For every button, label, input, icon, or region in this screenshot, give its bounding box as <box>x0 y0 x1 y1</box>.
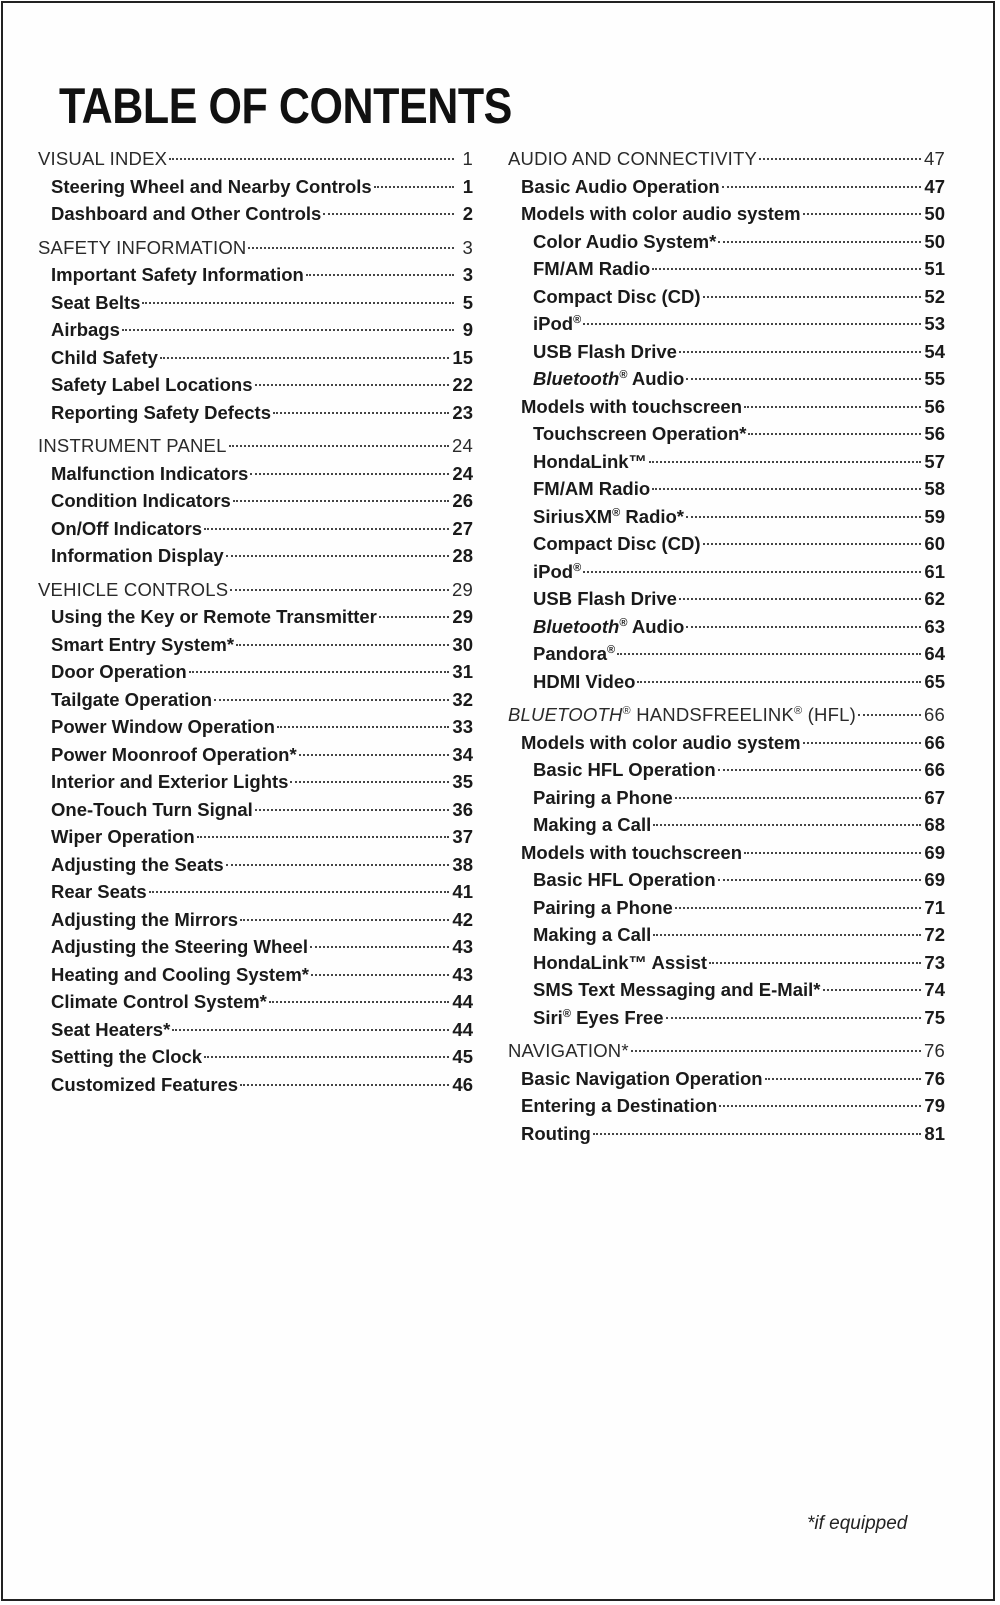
dot-leader <box>759 158 921 160</box>
dot-leader <box>122 329 454 331</box>
toc-entry-label: AUDIO AND CONNECTIVITY <box>508 148 758 169</box>
toc-page-number: 69 <box>924 869 945 890</box>
toc-entry[interactable] <box>508 640 945 668</box>
toc-page-number: 72 <box>924 924 945 945</box>
dot-leader <box>233 500 450 502</box>
toc-entry-label: NAVIGATION* <box>508 1040 629 1061</box>
toc-entry[interactable] <box>38 851 473 879</box>
dot-leader <box>204 1056 449 1058</box>
toc-entry-label: INSTRUMENT PANEL <box>38 435 227 456</box>
dot-leader <box>311 974 449 976</box>
toc-page-number: 50 <box>924 230 945 252</box>
dot-leader <box>189 671 450 673</box>
toc-entry-label: Models with color audio system <box>521 731 801 753</box>
toc-entry[interactable] <box>508 338 945 366</box>
dot-leader <box>269 1001 450 1003</box>
toc-entry-label: VEHICLE CONTROLS <box>38 578 229 600</box>
toc-entry[interactable] <box>508 839 945 867</box>
dot-leader <box>306 274 454 276</box>
dot-leader <box>637 681 921 683</box>
toc-section[interactable] <box>508 145 945 173</box>
toc-page-number: 65 <box>924 670 945 692</box>
toc-section[interactable] <box>38 234 473 262</box>
toc-entry[interactable] <box>508 811 945 839</box>
toc-section[interactable] <box>38 432 473 460</box>
toc-page-number: 27 <box>452 517 473 539</box>
toc-entry-label: Tailgate Operation <box>51 688 213 710</box>
dot-leader <box>744 406 921 408</box>
toc-page-number: 81 <box>924 1122 945 1144</box>
dot-leader <box>290 781 449 783</box>
dot-leader <box>679 351 921 353</box>
toc-entry-label: Important Safety Information <box>51 264 304 285</box>
toc-entry[interactable] <box>508 976 945 1004</box>
toc-page-number: 44 <box>452 1018 473 1040</box>
toc-page-number: 76 <box>924 1040 945 1061</box>
toc-page-number: 36 <box>452 798 473 820</box>
toc-entry[interactable] <box>38 515 473 543</box>
toc-entry[interactable] <box>508 558 945 586</box>
toc-entry-label: Basic Navigation Operation <box>521 1067 763 1089</box>
dot-leader <box>197 836 450 838</box>
toc-page-number: 33 <box>452 716 473 737</box>
toc-entry[interactable] <box>38 658 473 686</box>
toc-page-number: 69 <box>924 841 945 863</box>
toc-entry-label: Compact Disc (CD) <box>533 285 701 307</box>
dot-leader <box>583 571 921 573</box>
dot-leader <box>858 714 921 716</box>
dot-leader <box>374 186 454 188</box>
dot-leader <box>310 946 449 948</box>
dot-leader <box>214 699 449 701</box>
toc-entry[interactable] <box>508 866 945 894</box>
toc-entry[interactable] <box>38 878 473 906</box>
dot-leader <box>169 158 454 160</box>
dot-leader <box>718 241 921 243</box>
dot-leader <box>617 653 921 655</box>
dot-leader <box>703 296 922 298</box>
toc-page-number: 35 <box>452 771 473 792</box>
toc-page-number: 37 <box>452 826 473 847</box>
toc-entry-label: iPod® <box>533 313 582 334</box>
toc-left-column <box>38 145 473 1098</box>
toc-page-number: 34 <box>452 743 473 765</box>
toc-entry[interactable] <box>508 255 945 283</box>
toc-entry-label: Child Safety <box>51 346 158 368</box>
dot-leader <box>240 1084 449 1086</box>
toc-page-number: 30 <box>452 633 473 655</box>
toc-page-number: 29 <box>452 578 473 600</box>
toc-entry-label: Setting the Clock <box>51 1046 203 1067</box>
toc-entry-label: Smart Entry System* <box>51 633 235 655</box>
dot-leader <box>686 378 921 380</box>
dot-leader <box>250 473 449 475</box>
toc-entry-label: Models with touchscreen <box>521 841 743 863</box>
toc-entry-label: Safety Label Locations <box>51 374 253 395</box>
dot-leader <box>323 213 454 215</box>
toc-page-number: 73 <box>924 951 945 973</box>
toc-page-number: 43 <box>452 963 473 985</box>
toc-entry-label: Touchscreen Operation* <box>533 423 747 444</box>
toc-entry-label: Basic HFL Operation <box>533 869 716 890</box>
dot-leader <box>583 323 921 325</box>
toc-entry[interactable] <box>38 741 473 769</box>
dot-leader <box>229 445 449 447</box>
toc-page-number: 38 <box>452 853 473 875</box>
dot-leader <box>719 1105 921 1107</box>
toc-entry[interactable] <box>508 310 945 338</box>
toc-entry-label: Bluetooth® Audio <box>533 615 685 637</box>
toc-entry-label: Door Operation <box>51 661 187 682</box>
toc-entry[interactable] <box>38 1071 473 1099</box>
toc-page-number: 43 <box>452 936 473 957</box>
dot-leader <box>722 186 922 188</box>
toc-entry-label: SMS Text Messaging and E-Mail* <box>533 979 821 1000</box>
toc-entry-label: Steering Wheel and Nearby Controls <box>51 175 372 197</box>
toc-page-number: 26 <box>452 490 473 511</box>
toc-entry[interactable] <box>508 283 945 311</box>
toc-page-number: 76 <box>924 1067 945 1089</box>
toc-entry-label: Models with touchscreen <box>521 395 743 417</box>
dot-leader <box>226 555 450 557</box>
toc-entry[interactable] <box>38 768 473 796</box>
toc-entry-label: Adjusting the Steering Wheel <box>51 936 308 957</box>
toc-entry[interactable] <box>38 713 473 741</box>
toc-page <box>1 1 995 1601</box>
toc-section[interactable] <box>38 576 473 604</box>
toc-page-number: 44 <box>452 991 473 1012</box>
toc-section[interactable] <box>508 1037 945 1065</box>
toc-entry[interactable] <box>38 933 473 961</box>
toc-entry[interactable] <box>508 1120 945 1148</box>
toc-entry[interactable] <box>508 365 945 393</box>
toc-entry-label: Power Window Operation <box>51 716 275 737</box>
toc-page-number: 75 <box>924 1006 945 1028</box>
toc-entry-label: Making a Call <box>533 814 652 835</box>
toc-entry[interactable] <box>508 921 945 949</box>
toc-entry[interactable] <box>508 228 945 256</box>
toc-entry-label: iPod® <box>533 560 582 582</box>
toc-page-number: 68 <box>924 814 945 835</box>
dot-leader <box>149 891 450 893</box>
toc-page-number: 46 <box>452 1073 473 1095</box>
dot-leader <box>679 598 921 600</box>
dot-leader <box>703 543 922 545</box>
toc-entry-label: Rear Seats <box>51 881 147 902</box>
toc-page-number: 71 <box>924 896 945 918</box>
toc-entry-label: Customized Features <box>51 1073 239 1095</box>
toc-page-number: 45 <box>452 1046 473 1067</box>
toc-entry-label: BLUETOOTH® HANDSFREELINK® (HFL) <box>508 704 856 725</box>
toc-entry[interactable] <box>508 475 945 503</box>
toc-page-number: 24 <box>452 435 473 456</box>
toc-page-number: 79 <box>924 1095 945 1116</box>
toc-section[interactable] <box>508 701 945 729</box>
toc-entry-label: Adjusting the Seats <box>51 853 224 875</box>
toc-page-number: 57 <box>924 450 945 472</box>
toc-entry[interactable] <box>508 756 945 784</box>
toc-entry[interactable] <box>38 487 473 515</box>
toc-page-number: 50 <box>924 203 945 224</box>
toc-page-number: 61 <box>924 560 945 582</box>
toc-page-number: 66 <box>924 759 945 780</box>
toc-page-number: 53 <box>924 313 945 334</box>
toc-page-number: 42 <box>452 908 473 930</box>
toc-entry-label: Siri® Eyes Free <box>533 1006 664 1028</box>
toc-entry-label: Bluetooth® Audio <box>533 368 685 389</box>
toc-page-number: 55 <box>924 368 945 389</box>
dot-leader <box>160 357 450 359</box>
toc-entry[interactable] <box>38 1043 473 1071</box>
toc-entry-label: Basic Audio Operation <box>521 175 720 197</box>
toc-page-number: 74 <box>924 979 945 1000</box>
toc-page-number: 60 <box>924 533 945 554</box>
toc-entry-label: On/Off Indicators <box>51 517 203 539</box>
dot-leader <box>226 864 450 866</box>
toc-entry[interactable] <box>508 173 945 201</box>
toc-entry-label: Reporting Safety Defects <box>51 401 271 423</box>
toc-entry-label: One-Touch Turn Signal <box>51 798 253 820</box>
toc-entry-label: USB Flash Drive <box>533 588 677 609</box>
toc-entry-label: Compact Disc (CD) <box>533 533 701 554</box>
toc-entry-label: Malfunction Indicators <box>51 462 249 484</box>
toc-page-number: 66 <box>924 731 945 753</box>
dot-leader <box>204 528 449 530</box>
dot-leader <box>653 824 921 826</box>
toc-page-number: 54 <box>924 340 945 362</box>
toc-entry[interactable] <box>508 420 945 448</box>
dot-leader <box>142 302 454 304</box>
toc-page-number: 3 <box>462 236 473 258</box>
toc-entry-label: Interior and Exterior Lights <box>51 771 289 792</box>
toc-entry[interactable] <box>38 906 473 934</box>
dot-leader <box>273 412 449 414</box>
dot-leader <box>240 919 449 921</box>
toc-entry[interactable] <box>38 460 473 488</box>
toc-page-number: 59 <box>924 505 945 527</box>
toc-page-number: 28 <box>452 545 473 566</box>
toc-page-number: 22 <box>452 374 473 395</box>
toc-section[interactable] <box>38 145 473 173</box>
dot-leader <box>765 1078 922 1080</box>
dot-leader <box>718 879 922 881</box>
dot-leader <box>675 907 922 909</box>
toc-entry[interactable] <box>508 393 945 421</box>
toc-entry-label: Color Audio System* <box>533 230 717 252</box>
dot-leader <box>631 1050 921 1052</box>
toc-entry-label: Models with color audio system <box>521 203 801 224</box>
toc-page-number: 63 <box>924 615 945 637</box>
toc-entry-label: Wiper Operation <box>51 826 195 847</box>
toc-entry[interactable] <box>38 823 473 851</box>
toc-entry[interactable] <box>38 631 473 659</box>
toc-entry-label: Entering a Destination <box>521 1095 718 1116</box>
toc-entry[interactable] <box>508 1092 945 1120</box>
toc-entry-label: Making a Call <box>533 924 652 945</box>
toc-entry-label: HondaLink™ <box>533 450 648 472</box>
dot-leader <box>718 769 922 771</box>
dot-leader <box>653 934 921 936</box>
toc-entry-label: Power Moonroof Operation* <box>51 743 297 765</box>
toc-entry-label: HondaLink™ Assist <box>533 951 708 973</box>
toc-page-number: 47 <box>924 148 945 169</box>
toc-entry[interactable] <box>508 1065 945 1093</box>
toc-page-number: 62 <box>924 588 945 609</box>
dot-leader <box>236 644 449 646</box>
toc-page-number: 3 <box>462 264 473 285</box>
toc-entry-label: HDMI Video <box>533 670 636 692</box>
dot-leader <box>230 589 449 591</box>
toc-page-number: 15 <box>452 346 473 368</box>
dot-leader <box>823 989 922 991</box>
toc-entry-label: Airbags <box>51 319 120 340</box>
toc-entry-label: Basic HFL Operation <box>533 759 716 780</box>
toc-entry[interactable] <box>508 200 945 228</box>
toc-entry[interactable] <box>508 949 945 977</box>
toc-page-number: 66 <box>924 704 945 725</box>
dot-leader <box>255 809 450 811</box>
toc-entry-label: SiriusXM® Radio* <box>533 505 685 527</box>
dot-leader <box>652 488 921 490</box>
toc-entry[interactable] <box>38 603 473 631</box>
toc-entry[interactable] <box>38 371 473 399</box>
toc-page-number: 1 <box>462 148 473 169</box>
toc-entry[interactable] <box>38 542 473 570</box>
toc-entry[interactable] <box>508 613 945 641</box>
toc-page-number: 56 <box>924 395 945 417</box>
toc-page-number: 2 <box>462 203 473 224</box>
toc-entry[interactable] <box>38 961 473 989</box>
toc-entry-label: Pairing a Phone <box>533 786 673 808</box>
dot-leader <box>652 268 921 270</box>
toc-page-number: 52 <box>924 285 945 307</box>
toc-entry-label: Pairing a Phone <box>533 896 673 918</box>
toc-page-number: 51 <box>924 258 945 279</box>
toc-entry-label: Heating and Cooling System* <box>51 963 310 985</box>
toc-entry[interactable] <box>38 796 473 824</box>
footnote: *if equipped <box>807 1513 908 1534</box>
dot-leader <box>277 726 450 728</box>
toc-entry-label: Adjusting the Mirrors <box>51 908 239 930</box>
toc-entry[interactable] <box>38 399 473 427</box>
dot-leader <box>686 626 921 628</box>
toc-page-number: 47 <box>924 175 945 197</box>
toc-entry[interactable] <box>38 1016 473 1044</box>
toc-page-number: 67 <box>924 786 945 808</box>
dot-leader <box>803 742 922 744</box>
toc-entry[interactable] <box>508 729 945 757</box>
toc-right-column <box>508 145 945 1147</box>
page-title: TABLE OF CONTENTS <box>59 78 512 134</box>
toc-entry-label: Climate Control System* <box>51 991 267 1012</box>
toc-entry-label: FM/AM Radio <box>533 478 651 499</box>
toc-page-number: 56 <box>924 423 945 444</box>
toc-entry[interactable] <box>508 448 945 476</box>
dot-leader <box>666 1017 922 1019</box>
toc-entry[interactable] <box>38 173 473 201</box>
toc-page-number: 29 <box>452 606 473 627</box>
toc-entry[interactable] <box>38 988 473 1016</box>
toc-entry[interactable] <box>508 530 945 558</box>
toc-page-number: 58 <box>924 478 945 499</box>
dot-leader <box>748 433 921 435</box>
dot-leader <box>649 461 921 463</box>
toc-page-number: 23 <box>452 401 473 423</box>
dot-leader <box>379 616 450 618</box>
toc-entry-label: Dashboard and Other Controls <box>51 203 322 224</box>
toc-entry-label: FM/AM Radio <box>533 258 651 279</box>
toc-page-number: 9 <box>462 319 473 340</box>
dot-leader <box>299 754 450 756</box>
dot-leader <box>709 962 921 964</box>
toc-entry-label: Seat Heaters* <box>51 1018 171 1040</box>
toc-entry-label: VISUAL INDEX <box>38 148 168 169</box>
dot-leader <box>172 1029 449 1031</box>
toc-entry-label: SAFETY INFORMATION <box>38 236 247 258</box>
toc-entry[interactable] <box>508 668 945 696</box>
toc-entry-label: Pandora® <box>533 643 616 664</box>
toc-entry[interactable] <box>38 261 473 289</box>
toc-entry[interactable] <box>508 894 945 922</box>
toc-entry-label: Seat Belts <box>51 291 141 313</box>
toc-entry-label: Using the Key or Remote Transmitter <box>51 606 377 627</box>
toc-page-number: 5 <box>462 291 473 313</box>
toc-page-number: 24 <box>452 462 473 484</box>
dot-leader <box>686 516 921 518</box>
toc-entry-label: Routing <box>521 1122 591 1144</box>
toc-entry[interactable] <box>508 585 945 613</box>
toc-page-number: 31 <box>452 661 473 682</box>
toc-entry[interactable] <box>38 344 473 372</box>
toc-page-number: 1 <box>462 175 473 197</box>
toc-entry[interactable] <box>508 503 945 531</box>
toc-entry[interactable] <box>38 289 473 317</box>
toc-entry-label: Information Display <box>51 545 224 566</box>
toc-entry-label: Condition Indicators <box>51 490 231 511</box>
dot-leader <box>803 213 922 215</box>
dot-leader <box>744 852 921 854</box>
toc-entry-label: USB Flash Drive <box>533 340 677 362</box>
dot-leader <box>593 1133 922 1135</box>
dot-leader <box>255 384 450 386</box>
toc-entry[interactable] <box>508 1004 945 1032</box>
toc-entry[interactable] <box>38 316 473 344</box>
toc-page-number: 41 <box>452 881 473 902</box>
toc-entry[interactable] <box>38 686 473 714</box>
dot-leader <box>248 247 454 249</box>
dot-leader <box>675 797 922 799</box>
toc-page-number: 32 <box>452 688 473 710</box>
toc-entry[interactable] <box>38 200 473 228</box>
toc-entry[interactable] <box>508 784 945 812</box>
toc-page-number: 64 <box>924 643 945 664</box>
